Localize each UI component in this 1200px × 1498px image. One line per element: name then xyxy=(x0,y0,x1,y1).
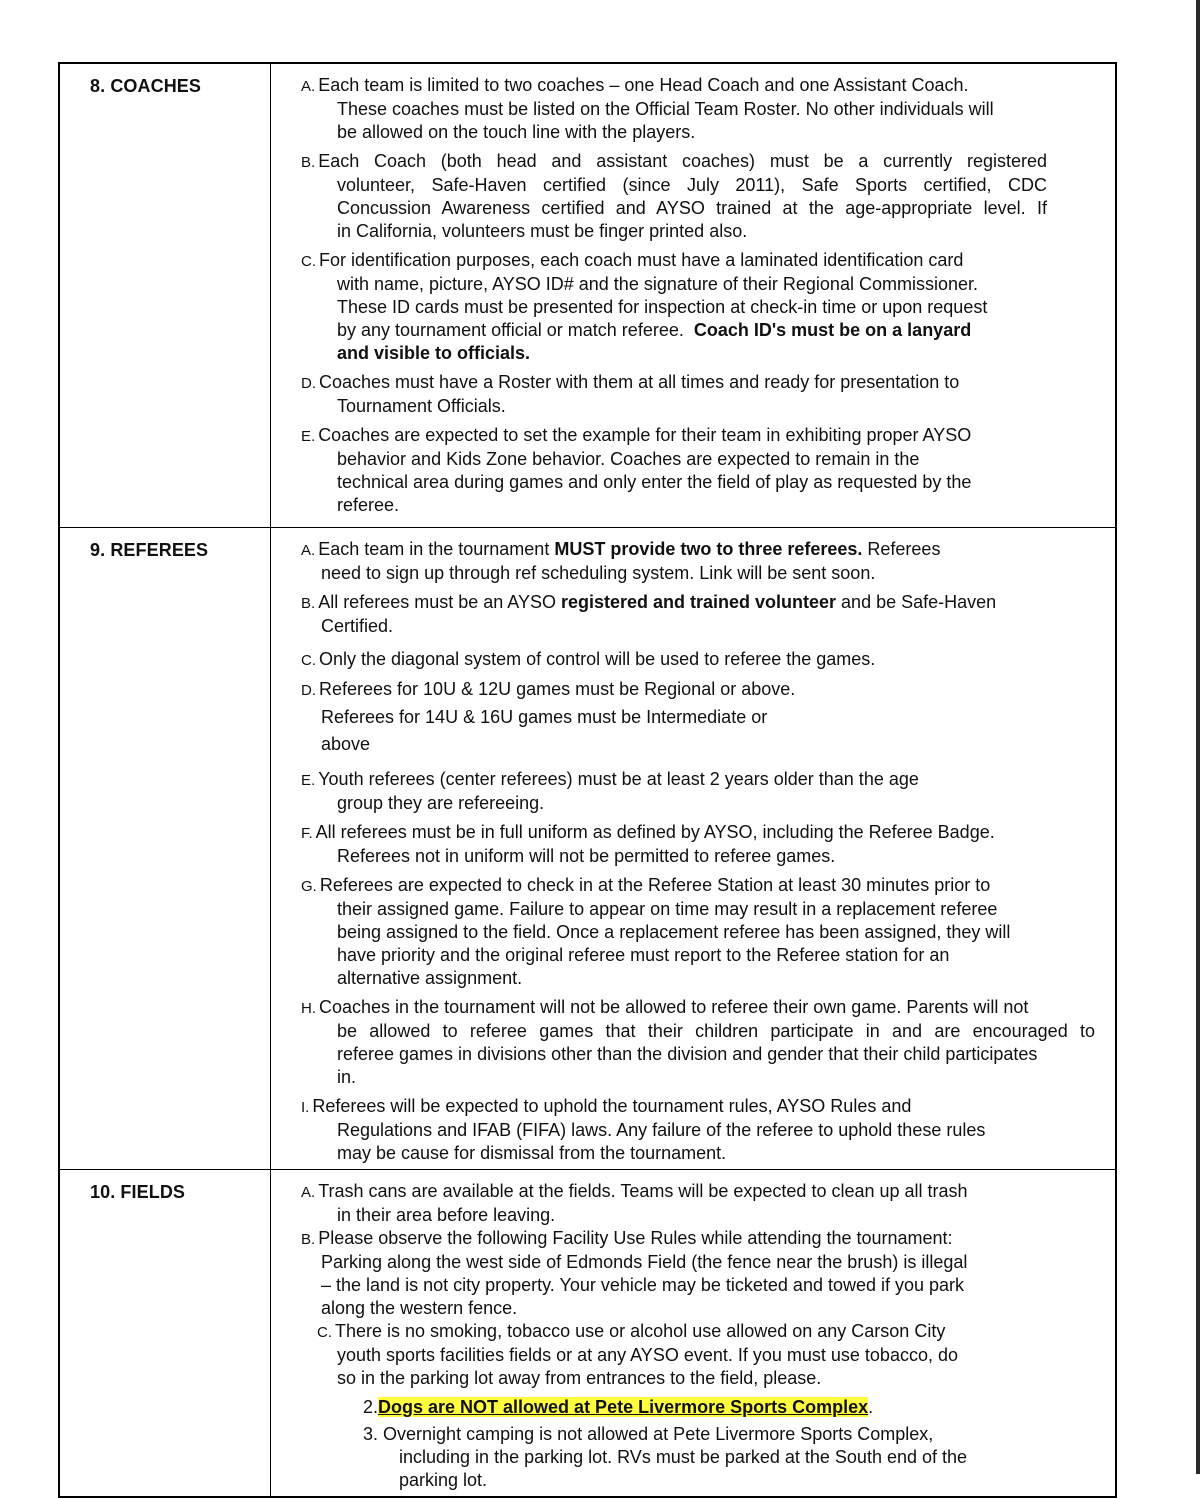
rule-item: 2.Dogs are NOT allowed at Pete Livermore Sports Complex. xyxy=(363,1397,874,1417)
rule-item: A. Each team is limited to two coaches – one Head Coach and one Assistant Coach. These coaches must be listed on the Official Team Roster. No other individuals will be allowed on the touch line with the players. xyxy=(301,75,994,142)
rule-item: B. Each Coach (both head and assistant coaches) must be a currently registered volunteer, Safe-Haven certified (since July 2011), Safe Sports certified, CDC Concussion Awareness certified and AYSO trained at the age-appropriate level. If in California, volunteers must be finger printed also. xyxy=(301,151,1047,241)
rule-item: C. There is no smoking, tobacco use or alcohol use allowed on any Carson City youth sports facilities fields or at any AYSO event. If you must use tobacco, do so in the parking lot away from entrances to the field, please. xyxy=(317,1321,958,1388)
section-row-referees xyxy=(59,528,1116,1170)
bold-emphasis: Coach ID's must be on a lanyard xyxy=(693,320,972,340)
rule-item: B. Please observe the following Facility Use Rules while attending the tournament: Parking along the west side of Edmonds Field (the fence near the brush) is illegal – the land is not city property. Your vehicle may be ticketed and towed if you park along the western fence. xyxy=(301,1228,968,1318)
scrollbar[interactable] xyxy=(1196,0,1200,1474)
highlighted-text: Dogs are NOT allowed at Pete Livermore Sports Complex xyxy=(378,1397,869,1417)
rule-item: C. Only the diagonal system of control will be used to referee the games. xyxy=(301,649,876,669)
rule-item: G. Referees are expected to check in at the Referee Station at least 30 minutes prior to their assigned game. Failure to appear on time may result in a replacement referee being assigned to the field. Once a replacement referee has been assigned, they will have priority and the original referee must report to the Referee station for an alternative assignment. xyxy=(301,875,1011,988)
section-body xyxy=(271,1170,1117,1498)
section-row-fields xyxy=(59,1170,1116,1498)
rule-item: F. All referees must be in full uniform as defined by AYSO, including the Referee Badge. Referees not in uniform will not be permitted to referee games. xyxy=(301,822,995,866)
section-body xyxy=(271,63,1117,528)
rules-table xyxy=(58,62,1117,1498)
rule-item: B. All referees must be an AYSO registered and trained volunteer and be Safe-Haven Certified. xyxy=(301,592,997,636)
section-row-coaches xyxy=(59,63,1116,528)
rule-item: E. Youth referees (center referees) must be at least 2 years older than the age group they are refereeing. xyxy=(301,769,919,813)
section-title: 8. COACHES xyxy=(59,63,271,528)
rule-item: D. Coaches must have a Roster with them at all times and ready for presentation to Tournament Officials. xyxy=(301,372,960,416)
rule-item: C. For identification purposes, each coach must have a laminated identification card with name, picture, AYSO ID# and the signature of their Regional Commissioner. These ID cards must be presented for inspection at check-in time or upon request by any tournament official or match referee. Coach ID's must be on a lanyard and visible to officials. xyxy=(301,250,988,363)
rule-item: 3. Overnight camping is not allowed at Pete Livermore Sports Complex, including in the parking lot. RVs must be parked at the South end of the parking lot. xyxy=(363,1424,968,1490)
rule-item: A. Each team in the tournament MUST provide two to three referees. Referees need to sign up through ref scheduling system. Link will be sent soon. xyxy=(301,539,941,583)
rule-item: E. Coaches are expected to set the example for their team in exhibiting proper AYSO behavior and Kids Zone behavior. Coaches are expected to remain in the technical area during games and only enter the field of play as requested by the referee. xyxy=(301,425,972,515)
rule-item: I. Referees will be expected to uphold the tournament rules, AYSO Rules and Regulations and IFAB (FIFA) laws. Any failure of the referee to uphold these rules may be cause for dismissal from the tournament. xyxy=(301,1096,986,1163)
bold-emphasis: MUST provide two to three referees. xyxy=(554,539,863,559)
bold-emphasis: and visible to officials. xyxy=(337,343,531,363)
rule-item: H. Coaches in the tournament will not be allowed to referee their own game. Parents will not be allowed to referee games that their children participate in and are encouraged to referee games in divisions other than the division and gender that their child participates in. xyxy=(301,997,1095,1087)
bold-emphasis: registered and trained volunteer xyxy=(560,592,837,612)
section-title: 9. REFEREES xyxy=(59,528,271,1170)
section-title: 10. FIELDS xyxy=(59,1170,271,1498)
rule-item: D. Referees for 10U & 12U games must be Regional or above. Referees for 14U & 16U games must be Intermediate or above xyxy=(301,679,796,754)
rule-item: A. Trash cans are available at the fields. Teams will be expected to clean up all trash in their area before leaving. xyxy=(301,1181,968,1225)
section-body xyxy=(271,528,1117,1170)
